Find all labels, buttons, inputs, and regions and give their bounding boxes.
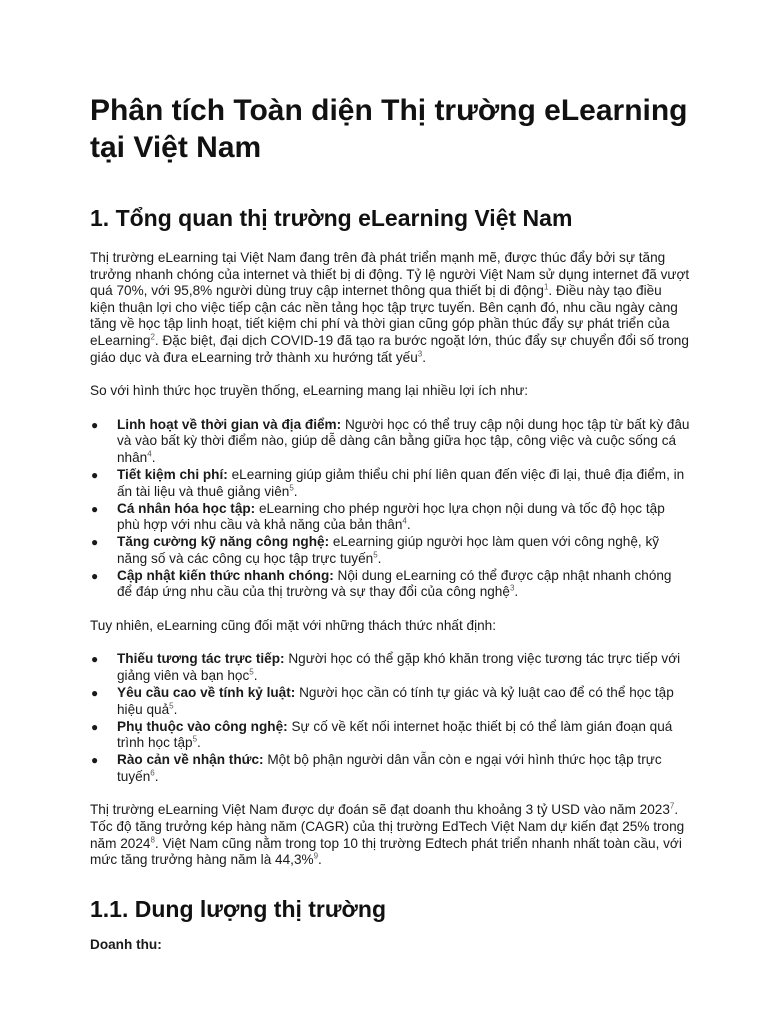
footnote-ref[interactable]: 9 bbox=[313, 851, 319, 861]
list-item: ● Cá nhân hóa học tập: eLearning cho phép người học lựa chọn nội dung và tốc độ học tập phù hợp với nhu cầu và khả năng của bản thân$^4$. bbox=[91, 500, 665, 533]
bullet-icon: ● bbox=[91, 535, 99, 550]
footnote-ref[interactable]: 5 bbox=[169, 701, 174, 711]
list-item: ● Yêu cầu cao về tính kỷ luật: Người học cần có tính tự giác và kỷ luật cao để có thể học tập hiệu quả$^5$. bbox=[91, 685, 674, 717]
bullet-icon: ● bbox=[91, 719, 99, 734]
bullet-icon: ● bbox=[91, 417, 99, 432]
footnote-ref[interactable]: 5 bbox=[289, 482, 294, 492]
footnote-ref[interactable]: 7 bbox=[669, 801, 675, 811]
list-item: ● Phụ thuộc vào công nghệ: Sự cố về kết nối internet hoặc thiết bị có thể làm gián đoạn quá trình học tập$^5$. bbox=[91, 718, 673, 751]
footnote-ref[interactable]: 3 bbox=[417, 349, 423, 359]
page-title: Phân tích Toàn diện Thị trường eLearning tại Việt Nam bbox=[90, 94, 688, 164]
list-item: ● Linh hoạt về thời gian và địa điểm: Người học có thể truy cập nội dung học tập từ bất kỳ đâu và vào bất kỳ thời điểm nào, giúp dễ dàng cân bằng giữa học tập, công việc và cuộc sống cá nhân$^4$. bbox=[91, 416, 690, 465]
section-heading-overview: 1. Tổng quan thị trường eLearning Việt Nam bbox=[90, 205, 573, 231]
section-heading-market-size: 1.1. Dung lượng thị trường bbox=[90, 895, 386, 922]
footnote-ref[interactable]: 4 bbox=[147, 449, 152, 459]
footnote-ref[interactable]: 5 bbox=[249, 667, 254, 677]
challenges-list bbox=[90, 651, 690, 785]
footnote-ref[interactable]: 4 bbox=[402, 516, 407, 526]
challenges-intro: Tuy nhiên, eLearning cũng đối mặt với những thách thức nhất định: bbox=[90, 617, 496, 633]
benefits-list bbox=[90, 417, 690, 601]
bullet-icon: ● bbox=[91, 467, 99, 482]
bullet-icon: ● bbox=[91, 753, 99, 768]
bullet-icon: ● bbox=[91, 652, 99, 667]
footnote-ref[interactable]: 2 bbox=[150, 332, 155, 342]
list-item: ● Thiếu tương tác trực tiếp: Người học có thể gặp khó khăn trong việc tương tác trực tiếp với giảng viên và bạn học$^5$. bbox=[91, 651, 681, 684]
footnote-ref[interactable]: 8 bbox=[150, 835, 155, 845]
footnote-ref[interactable]: 6 bbox=[150, 768, 155, 778]
list-item: ● Tăng cường kỹ năng công nghệ: eLearning giúp người học làm quen với công nghệ, kỹ năng số và các công cụ học tập trực tuyến$^5$. bbox=[91, 534, 660, 566]
list-item: ● Cập nhật kiến thức nhanh chóng: Nội dung eLearning có thể được cập nhật nhanh chóng để đáp ứng nhu cầu của thị trường và sự thay đổi của công nghệ$^3$. bbox=[91, 567, 672, 600]
bullet-icon: ● bbox=[91, 568, 99, 583]
footnote-ref[interactable]: 5 bbox=[192, 734, 198, 744]
footnote-ref[interactable]: 5 bbox=[373, 550, 378, 560]
market-forecast-paragraph: Thị trường eLearning Việt Nam được dự đoán sẽ đạt doanh thu khoảng 3 tỷ USD vào năm 2023$^7$. Tốc độ tăng trưởng kép hàng năm (CAGR) của thị trường EdTech Việt Nam dự kiến đạt 25% trong năm 2024$^8$. Việt Nam cũng nằm trong top 10 thị trường Edtech phát triển nhanh nhất toàn cầu, với mức tăng trưởng hàng năm là 44,3%$^9$. bbox=[90, 801, 685, 868]
intro-paragraph: Thị trường eLearning tại Việt Nam đang trên đà phát triển mạnh mẽ, được thúc đẩy bởi sự tăng trưởng nhanh chóng của internet và thiết bị di động. Tỷ lệ người Việt Nam sử dụng internet đã vượt quá 70%, với 95,8% người dùng truy cập internet thông qua thiết bị di động$^1$. Điều này tạo điều kiện thuận lợi cho việc tiếp cận các nền tảng học tập trực tuyến. Bên cạnh đó, nhu cầu ngày càng tăng về học tập linh hoạt, tiết kiệm chi phí và thời gian cũng góp phần thúc đẩy sự phát triển của eLearning$^2$. Đặc biệt, đại dịch COVID-19 đã tạo ra bước ngoặt lớn, thúc đẩy sự chuyển đổi số trong giáo dục và đưa eLearning trở thành xu hướng tất yếu$^3$. bbox=[90, 250, 690, 365]
bullet-icon: ● bbox=[91, 501, 99, 516]
footnote-ref[interactable]: 3 bbox=[509, 583, 515, 593]
footnote-ref[interactable]: 1 bbox=[543, 282, 549, 292]
bullet-icon: ● bbox=[91, 686, 99, 701]
list-item: ● Tiết kiệm chi phí: eLearning giúp giảm thiểu chi phí liên quan đến việc đi lại, thuê địa điểm, in ấn tài liệu và thuê giảng viên$^5$. bbox=[91, 466, 685, 499]
revenue-label: Doanh thu: bbox=[90, 936, 162, 952]
list-item: ● Rào cản về nhận thức: Một bộ phận người dân vẫn còn e ngại với hình thức học tập trực tuyến$^6$. bbox=[91, 752, 662, 784]
benefits-intro: So với hình thức học truyền thống, eLearning mang lại nhiều lợi ích như: bbox=[90, 383, 529, 399]
